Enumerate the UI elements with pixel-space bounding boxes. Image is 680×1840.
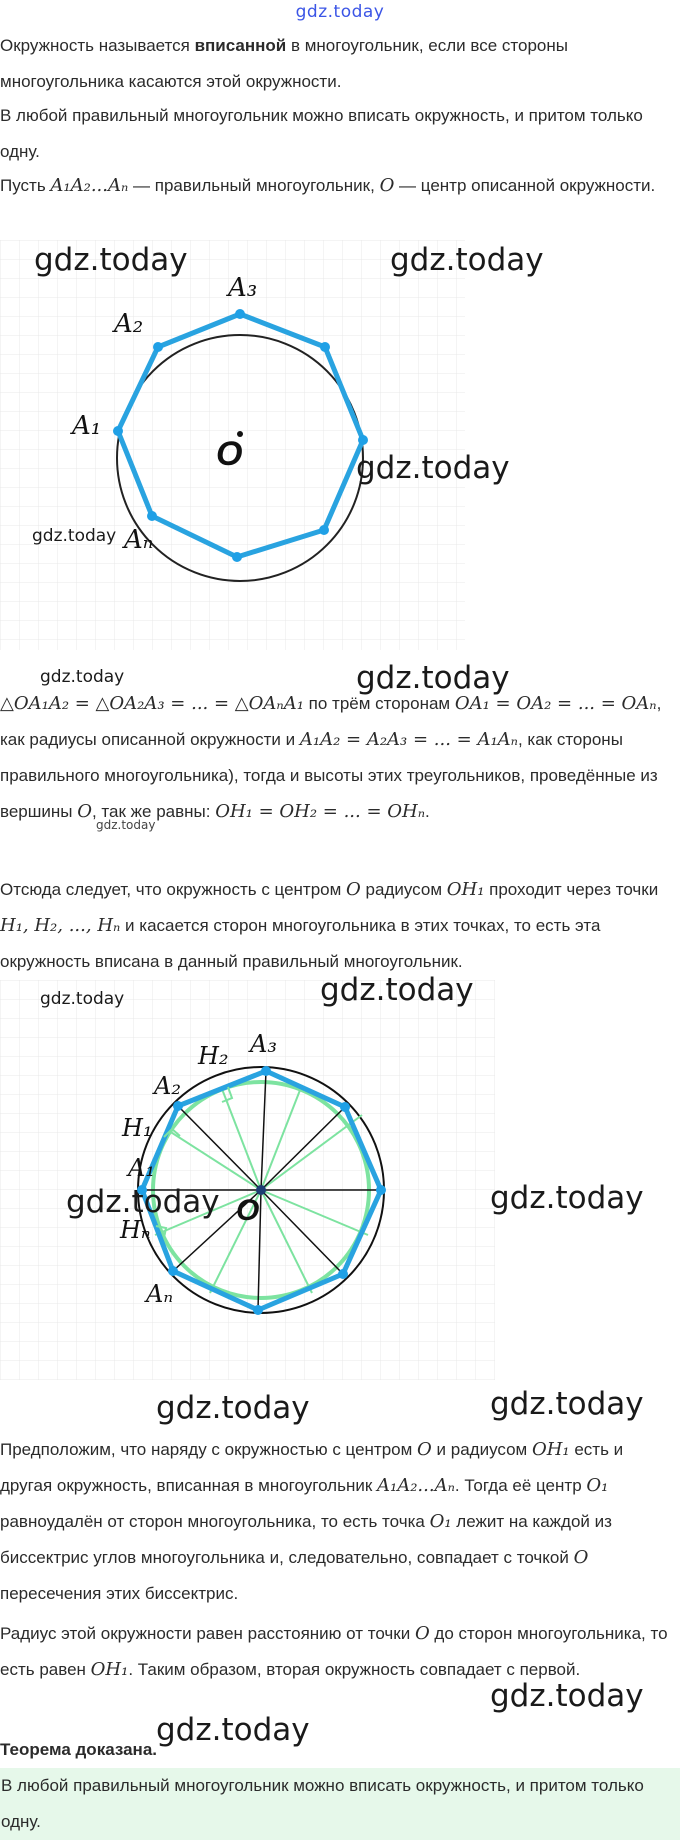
math: O <box>346 879 361 900</box>
watermark: gdz.today <box>156 1390 310 1426</box>
text: пересечения этих биссектрис. <box>0 1584 239 1603</box>
math: OA₁ = OA₂ = ... = OAₙ <box>454 693 657 714</box>
math: O <box>77 801 92 822</box>
math: O <box>573 1547 589 1568</box>
watermark: gdz.today <box>34 242 188 278</box>
text: до сторон многоугольника, то есть равен <box>0 1624 668 1679</box>
label-an: Aₙ <box>146 1280 174 1308</box>
text: есть и другая окружность, вписанная в многоугольник <box>0 1440 624 1495</box>
header-logo[interactable]: gdz.today <box>295 2 385 22</box>
text: Радиус этой окружности равен расстоянию от точки <box>0 1624 415 1643</box>
label-h2: H₂ <box>198 1042 229 1070</box>
text: проходит через точки <box>484 880 659 899</box>
watermark: gdz.today <box>96 818 156 832</box>
math: A₁A₂...Aₙ <box>50 175 129 196</box>
text: Отсюда следует, что окружность с центром <box>0 880 347 899</box>
math: OH₁ <box>90 1659 129 1680</box>
math: A₁A₂...Aₙ <box>377 1475 455 1496</box>
watermark: gdz.today <box>32 526 117 546</box>
text: и радиусом <box>431 1440 532 1459</box>
watermark: gdz.today <box>490 1180 644 1216</box>
assumption-paragraph <box>0 1432 676 1612</box>
text: и касается сторон многоугольника в этих точках, то есть эта окружность вписана в данный правильный многоугольник. <box>0 916 601 971</box>
label-hn: Hₙ <box>120 1216 151 1244</box>
label-center: O <box>236 1194 260 1227</box>
text: , как радиусы описанной окружности и <box>0 694 662 749</box>
label-h1: H₁ <box>122 1114 153 1142</box>
math: OH₁ <box>531 1439 570 1460</box>
math: OH₁ = OH₂ = ... = OHₙ <box>215 801 426 822</box>
text: . Тогда её центр <box>454 1476 587 1495</box>
text: равноудалён от сторон многоугольника, то есть точка <box>0 1512 430 1531</box>
label-an: Aₙ <box>124 525 154 555</box>
watermark: gdz.today <box>356 660 510 696</box>
theorem-text: В любой правильный многоугольник можно вписать окружность, и притом только одну. <box>1 1776 644 1831</box>
conclusion-paragraph <box>0 872 676 980</box>
watermark: gdz.today <box>490 1678 644 1714</box>
text: Окружность называется <box>0 36 195 55</box>
congruence-paragraph <box>0 686 676 830</box>
watermark: gdz.today <box>490 1386 644 1422</box>
text: Теорема доказана. <box>0 1740 157 1759</box>
math: OH₁ <box>446 879 485 900</box>
text: . <box>425 802 430 821</box>
figure-inscribed-circle <box>0 980 500 1380</box>
text: радиусом <box>360 880 447 899</box>
label-center: O <box>216 435 243 473</box>
label-a2: A₂ <box>114 309 144 339</box>
watermark: gdz.today <box>320 972 474 1008</box>
label-a2: A₂ <box>154 1072 181 1100</box>
setup-paragraph <box>0 168 676 204</box>
math: O <box>414 1623 430 1644</box>
watermark: gdz.today <box>40 667 125 687</box>
label-a3: A₃ <box>250 1030 277 1058</box>
text: по трём сторонам <box>303 694 455 713</box>
label-a1: A₁ <box>72 411 102 441</box>
math: △OA₁A₂ = △OA₂A₃ = ... = △OAₙA₁ <box>0 693 304 714</box>
text: Предположим, что наряду с окружностью с центром <box>0 1440 418 1459</box>
math: O₁ <box>586 1475 609 1496</box>
label-a1: A₁ <box>128 1154 155 1182</box>
watermark: gdz.today <box>390 242 544 278</box>
text: Пусть <box>0 176 51 195</box>
watermark: gdz.today <box>156 1712 310 1748</box>
text: — центр описанной окружности. <box>394 176 656 195</box>
watermark: gdz.today <box>40 989 125 1009</box>
definition-paragraph <box>0 28 676 100</box>
label-a3: A₃ <box>228 273 258 303</box>
math: O <box>379 175 395 196</box>
watermark: gdz.today <box>356 450 510 486</box>
text: лежит на каждой из биссектрис углов многоугольника и, следовательно, совпадает с точкой <box>0 1512 612 1567</box>
text: , как стороны правильного многоугольника), тогда и высоты этих треугольников, проведённые из вершины <box>0 730 658 821</box>
theorem-box <box>0 1768 680 1840</box>
text: — правильный многоугольник, <box>128 176 380 195</box>
text: в многоугольник, если все стороны многоугольника касаются этой окружности. <box>0 36 568 91</box>
watermark: gdz.today <box>66 1184 220 1220</box>
math: H₁, H₂, ..., Hₙ <box>0 915 121 936</box>
text: , так же равны: <box>91 802 216 821</box>
math: O <box>417 1439 432 1460</box>
text: В любой правильный многоугольник можно вписать окружность, и притом только одну. <box>0 106 643 161</box>
theorem-statement-paragraph <box>0 98 676 170</box>
proof-done <box>0 1732 676 1768</box>
math: O₁ <box>429 1511 452 1532</box>
math: A₁A₂ = A₂A₃ = ... = A₁Aₙ <box>299 729 518 750</box>
text: . Таким образом, вторая окружность совпадает с первой. <box>128 1660 581 1679</box>
bold-term: вписанной <box>194 36 287 55</box>
